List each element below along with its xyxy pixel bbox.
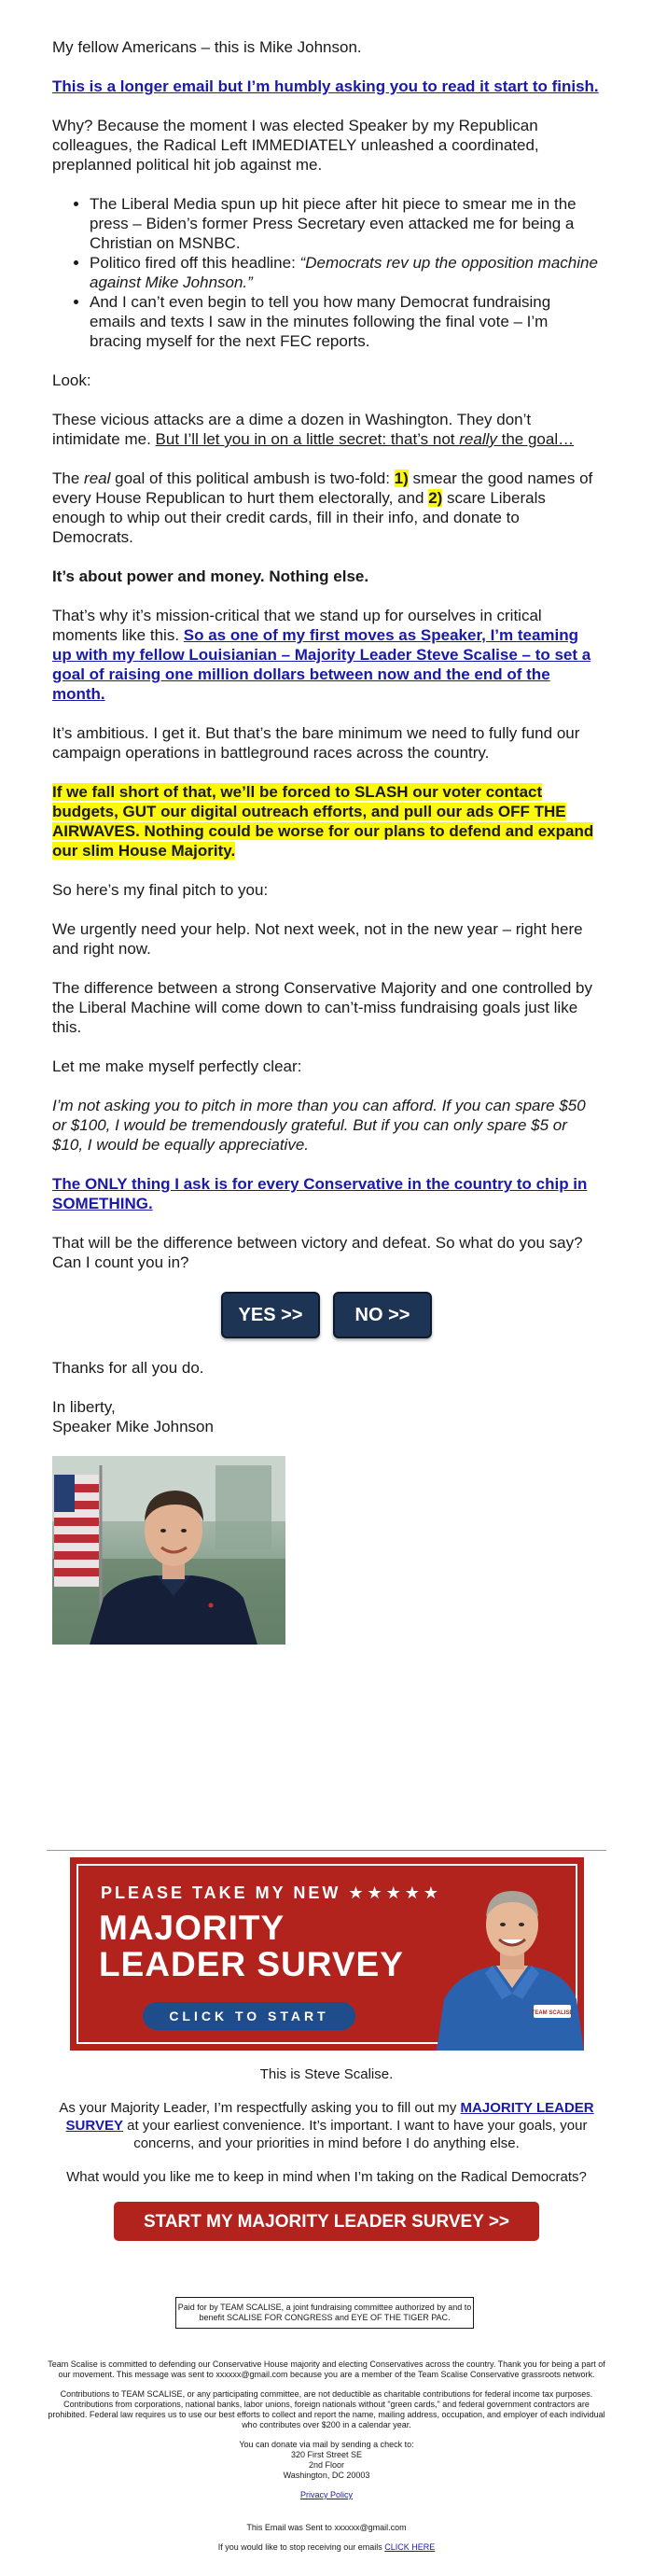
only-thing-paragraph — [52, 1174, 601, 1213]
mail-line-2: 320 First Street SE — [290, 2450, 363, 2459]
scalise-ask-text: As your Majority Leader, I’m respectfully asking you to fill out my — [59, 2100, 461, 2116]
majority-leader-survey-link[interactable]: MAJORITY LEADER SURVEY — [65, 2100, 594, 2134]
banner-title-line-1: MAJORITY — [99, 1909, 285, 1947]
goal-number-1: 1) — [394, 469, 409, 487]
privacy-policy-link[interactable]: Privacy Policy — [299, 2490, 353, 2499]
attack-list — [52, 194, 601, 351]
secret-underline — [156, 430, 575, 448]
headline-prefix: Politico fired off this headline: — [90, 254, 300, 272]
scalise-ask — [47, 2099, 606, 2152]
secret-emphasis: really — [459, 430, 497, 448]
sent-to-line: This Email was Sent to xxxxxx@gmail.com — [246, 2523, 407, 2532]
mail-address — [45, 2440, 608, 2481]
portrait-illustration — [52, 1456, 285, 1645]
attacks-text: These vicious attacks are a dime a dozen in Washington. They don’t intimidate me. — [52, 411, 532, 448]
secret-text: But I’ll let you in on a little secret: that’s not — [155, 430, 460, 448]
signoff — [52, 1397, 601, 1436]
request-paragraph — [52, 77, 601, 96]
yes-button[interactable]: YES >> — [221, 1292, 320, 1338]
scalise-intro: This is Steve Scalise. — [259, 2066, 394, 2082]
list-item — [90, 253, 601, 292]
list-item: • The Liberal Media spun up hit piece after hit piece to smear me in the press – Biden’s former Press Secretary even attacked me for being a Christian on MSNBC. — [90, 194, 601, 253]
unsubscribe-link[interactable]: CLICK HERE — [384, 2542, 436, 2552]
look-line: Look: — [52, 371, 91, 389]
goal-text: The — [52, 469, 85, 487]
thanks-line: Thanks for all you do. — [52, 1359, 204, 1377]
why-paragraph: Why? Because the moment I was elected Speaker by my Republican colleagues, the Radical Left IMMEDIATELY unleashed a coordinated, preplanned political hit job against me. — [52, 117, 539, 174]
section-divider — [47, 1850, 606, 1851]
not-asking-text: I’m not asking you to pitch in more than you can afford. If you can spare $50 or $100, I would be tremendously grateful. But if you can only spare $5 or $10, I would be equally appreciative. — [52, 1097, 586, 1154]
majority-leader-survey-banner[interactable] — [70, 1857, 584, 2051]
shortfall-paragraph — [52, 782, 601, 861]
goal-text: goal of this political ambush is two-fold: — [110, 469, 395, 487]
teaming-up-link[interactable]: So as one of my first moves as Speaker, I’m teaming up with my fellow Louisianian – Majority Leader Steve Scalise – to set a goal of raising one million dollars between now and the end of the month. — [52, 626, 591, 703]
power-line — [52, 567, 601, 586]
goal-paragraph — [52, 469, 601, 547]
banner-top-line — [101, 1883, 442, 1903]
legal-contributions: Contributions to TEAM SCALISE, or any participating committee, are not deductible as charitable contributions for federal income tax purposes. Contributions from corporations, national banks, labor unions, foreign nationals without "green cards," and federal government contractors are prohibited. Federal law requires us to use our best efforts to collect and report the name, mailing address, occupation, and employer of each individual who contributes over $200 in a calendar year. — [48, 2389, 605, 2429]
mission-paragraph — [52, 606, 601, 704]
goal-text: smear the good names of every House Republican to hurt them electorally, and — [52, 469, 593, 507]
shirt-logo: TEAM SCALISE — [531, 2010, 574, 2016]
goal-emphasis: real — [84, 469, 111, 487]
answer-buttons — [52, 1292, 601, 1338]
signoff-line-2: Speaker Mike Johnson — [52, 1418, 214, 1435]
mission-text: That’s why it’s mission-critical that we stand up for ourselves in critical moments like this. — [52, 607, 542, 644]
power-text: It’s about power and money. Nothing else. — [52, 567, 369, 585]
click-to-start-button[interactable]: CLICK TO START — [143, 2002, 355, 2030]
banner-top-text: PLEASE TAKE MY NEW — [101, 1883, 341, 1902]
goal-number-2: 2) — [428, 489, 443, 507]
privacy-line — [45, 2490, 608, 2500]
headline-quote: “Democrats rev up the opposition machine against Mike Johnson.” — [90, 254, 598, 291]
mail-line-4: Washington, DC 20003 — [283, 2471, 370, 2480]
unsubscribe-text: If you would like to stop receiving our emails — [217, 2542, 385, 2552]
goal-text: scare Liberals enough to whip out their credit cards, fill in their info, and donate to Democrats. — [52, 489, 546, 546]
unsubscribe-line — [45, 2542, 608, 2553]
attacks-paragraph — [52, 410, 601, 449]
banner-title-line-2: LEADER SURVEY — [99, 1945, 404, 1983]
mail-line-1: You can donate via mail by sending a check to: — [239, 2440, 414, 2449]
stars-icon: ★★★★★ — [348, 1883, 443, 1902]
no-button[interactable]: NO >> — [333, 1292, 432, 1338]
steve-scalise-photo — [437, 1876, 584, 2051]
not-asking-paragraph — [52, 1096, 601, 1155]
greeting: My fellow Americans – this is Mike Johnson. — [52, 38, 362, 56]
paid-for-disclaimer: Paid for by TEAM SCALISE, a joint fundraising committee authorized by and to benefit SCALISE FOR CONGRESS and EYE OF THE TIGER PAC. — [175, 2297, 474, 2329]
mail-line-3: 2nd Floor — [308, 2460, 345, 2470]
banner-title — [99, 1910, 404, 1982]
legal-membership: Team Scalise is committed to defending our Conservative House majority and electing Conservatives across the country. Thank you for being a part of our movement. This message was sent to xxxxxx@gmail.com because you are a member of the Team Scalise Conservative grassroots network. — [48, 2359, 605, 2379]
legal-footer — [45, 2359, 608, 2562]
shortfall-highlight: If we fall short of that, we’ll be forced to SLASH our voter contact budgets, GUT our digital outreach efforts, and pull our ads OFF THE AIRWAVES. Nothing could be worse for our plans to defend and expand our slim House Majority. — [52, 783, 594, 860]
clear-line: Let me make myself perfectly clear: — [52, 1057, 302, 1075]
scalise-question: What would you like me to keep in mind when I’m taking on the Radical Democrats? — [66, 2169, 587, 2185]
victory-paragraph: That will be the difference between victory and defeat. So what do you say? Can I count you in? — [52, 1234, 583, 1271]
final-pitch-line: So here’s my final pitch to you: — [52, 881, 269, 899]
start-survey-button[interactable]: START MY MAJORITY LEADER SURVEY >> — [114, 2202, 539, 2241]
ambitious-paragraph: It’s ambitious. I get it. But that’s the bare minimum we need to fully fund our campaign operations in battleground races across the country. — [52, 724, 580, 762]
list-item: • And I can’t even begin to tell you how many Democrat fundraising emails and texts I saw in the minutes following the final vote – I’m bracing myself for the next FEC reports. — [90, 292, 601, 351]
difference-paragraph: The difference between a strong Conservative Majority and one controlled by the Liberal Machine will come down to can’t-miss fundraising goals just like this. — [52, 979, 592, 1036]
signoff-line-1: In liberty, — [52, 1398, 116, 1416]
secret-text-end: the goal… — [496, 430, 575, 448]
mike-johnson-photo — [52, 1456, 285, 1645]
scalise-ask-text-end: at your earliest convenience. It’s important. I want to have your goals, your concerns, and your priorities in mind before I do anything else. — [122, 2118, 588, 2151]
chip-in-link[interactable]: The ONLY thing I ask is for every Conservative in the country to chip in SOMETHING. — [52, 1175, 588, 1212]
urgent-paragraph: We urgently need your help. Not next week, not in the new year – right here and right now. — [52, 920, 583, 958]
letter-body — [52, 37, 601, 1645]
scalise-section — [47, 2065, 606, 2241]
read-start-to-finish-link[interactable]: This is a longer email but I’m humbly asking you to read it start to finish. — [52, 77, 599, 95]
